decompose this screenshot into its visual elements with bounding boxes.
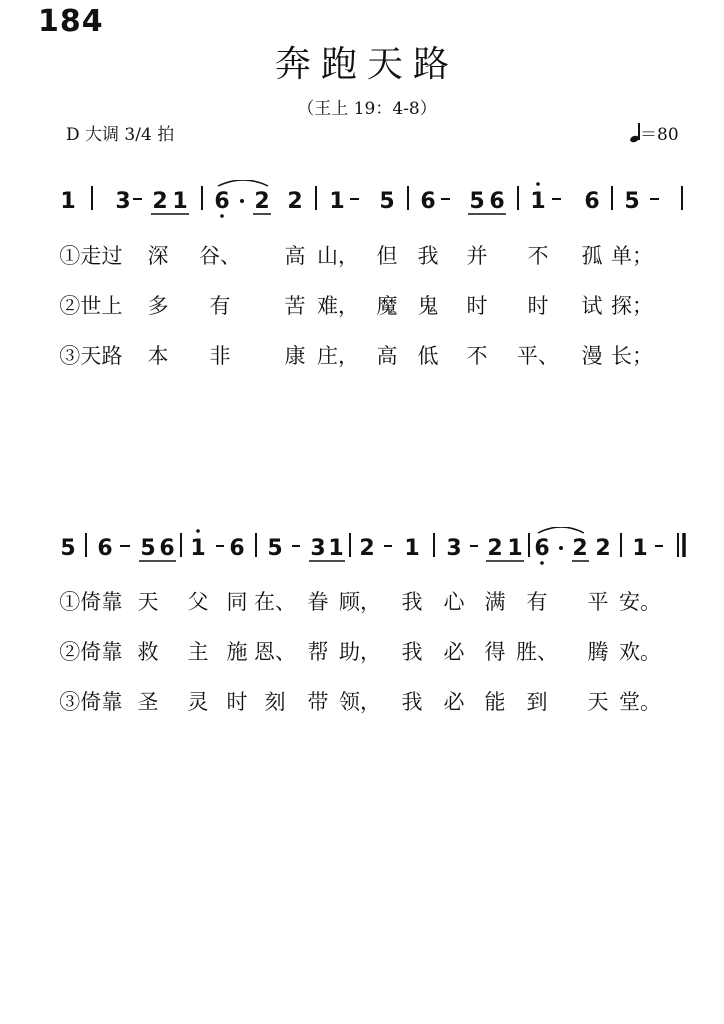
lyric-char: 山， [317, 244, 359, 268]
lyric-char: 得 [484, 640, 506, 664]
lyric-char: 同 [226, 590, 248, 614]
lyric-char: 父 [187, 590, 209, 614]
lyric-char: 庄， [317, 344, 359, 368]
notation-line-2 [0, 527, 724, 567]
svg-text:1: 1 [530, 189, 546, 214]
lyric-char: 有 [209, 294, 231, 318]
lyric-char: 难， [317, 294, 359, 318]
lyric-char: 施 [226, 640, 248, 664]
lyric-char: ①走 [59, 244, 102, 268]
lyric-char: 我 [401, 640, 423, 664]
svg-text:5: 5 [624, 189, 640, 214]
lyric-char: 长； [611, 344, 653, 368]
lyric-char: 非 [209, 344, 231, 368]
lyric-char: 胜、 [516, 640, 558, 664]
lyric-char: 靠 [101, 640, 123, 664]
lyric-char: 恩、 [254, 640, 296, 664]
lyric-char: 圣 [137, 690, 159, 714]
lyric-char: 时 [527, 294, 549, 318]
svg-text:1: 1 [404, 536, 420, 561]
lyric-char: 孤 [581, 244, 603, 268]
lyric-char: 时 [466, 294, 488, 318]
lyric-char: 不 [527, 244, 549, 268]
svg-text:6: 6 [534, 536, 550, 561]
lyric-char: 救 [137, 640, 159, 664]
tempo-marking [630, 120, 679, 145]
svg-text:2: 2 [254, 189, 270, 214]
lyric-char: 安。 [619, 590, 661, 614]
lyric-char: ③倚 [59, 690, 102, 714]
svg-text:6: 6 [97, 536, 113, 561]
hymn-title: 奔跑天路 [274, 44, 459, 85]
lyric-char: 试 [581, 294, 603, 318]
svg-text:1: 1 [329, 189, 345, 214]
lyric-char: 我 [417, 244, 439, 268]
lyric-char: 腾 [587, 640, 609, 664]
lyric-char: 灵 [187, 690, 209, 714]
svg-text:2: 2 [152, 189, 168, 214]
svg-text:1: 1 [172, 189, 188, 214]
lyric-char: 上 [101, 294, 123, 318]
lyric-char: 不 [466, 344, 488, 368]
lyric-char: 满 [484, 590, 506, 614]
lyric-char: 刻 [264, 690, 286, 714]
lyric-char: 在、 [254, 590, 296, 614]
svg-text:5: 5 [140, 536, 156, 561]
svg-text:1: 1 [507, 536, 523, 561]
lyric-char: 深 [147, 244, 169, 268]
svg-text:6: 6 [420, 189, 436, 214]
lyric-char: ①倚 [59, 590, 102, 614]
lyric-char: 高 [284, 244, 306, 268]
lyric-char: 欢。 [619, 640, 661, 664]
svg-text:2: 2 [287, 189, 303, 214]
svg-text:6: 6 [159, 536, 175, 561]
lyric-char: 过 [101, 244, 123, 268]
notation-line-2-marks [86, 527, 684, 561]
svg-text:5: 5 [469, 189, 485, 214]
lyric-char: 多 [147, 294, 169, 318]
lyric-char: 本 [147, 344, 169, 368]
notation-line-1 [0, 180, 724, 220]
lyric-char: 天 [587, 690, 609, 714]
lyric-char: 必 [443, 640, 465, 664]
tempo-value: ＝80 [640, 125, 679, 145]
lyric-char: 探； [611, 294, 653, 318]
lyric-char: 心 [443, 590, 465, 614]
svg-text:1: 1 [328, 536, 344, 561]
lyric-char: ②倚 [59, 640, 102, 664]
svg-text:3: 3 [115, 189, 131, 214]
lyric-char: 到 [526, 690, 548, 714]
svg-text:1: 1 [632, 536, 648, 561]
lyric-char: 路 [101, 344, 123, 368]
svg-text:6: 6 [584, 189, 600, 214]
lyric-char: 帮 [307, 640, 329, 664]
svg-text:2: 2 [595, 536, 611, 561]
svg-text:3: 3 [310, 536, 326, 561]
svg-text:1: 1 [190, 536, 206, 561]
svg-text:2: 2 [359, 536, 375, 561]
lyric-char: 鬼 [417, 294, 439, 318]
svg-text:2: 2 [487, 536, 503, 561]
lyric-char: 顾， [339, 590, 381, 614]
lyric-char: 时 [226, 690, 248, 714]
lyric-char: 苦 [284, 294, 306, 318]
lyric-char: 带 [307, 690, 329, 714]
lyric-char: 靠 [101, 690, 123, 714]
lyric-char: 眷 [307, 590, 329, 614]
svg-text:5: 5 [60, 536, 76, 561]
lyric-char: 平 [587, 590, 609, 614]
scripture-reference: （王上 19：4-8） [297, 99, 437, 119]
svg-text:6: 6 [229, 536, 245, 561]
svg-text:5: 5 [379, 189, 395, 214]
key-and-time-signature: D 大调 3/4 拍 [66, 125, 175, 145]
quarter-note-icon [630, 123, 640, 143]
lyric-char: 康 [284, 344, 306, 368]
hymn-number: 184 [38, 4, 104, 39]
svg-text:2: 2 [572, 536, 588, 561]
lyric-char: 能 [484, 690, 506, 714]
lyric-char: 魔 [376, 294, 398, 318]
lyric-char: 单； [611, 244, 653, 268]
lyric-char: 靠 [101, 590, 123, 614]
lyric-char: 天 [137, 590, 159, 614]
lyric-char: 我 [401, 590, 423, 614]
svg-text:6: 6 [489, 189, 505, 214]
svg-text:5: 5 [267, 536, 283, 561]
lyric-char: ③天 [59, 344, 102, 368]
lyric-char: 平、 [517, 344, 559, 368]
lyric-char: 必 [443, 690, 465, 714]
lyric-char: 高 [376, 344, 398, 368]
svg-text:3: 3 [446, 536, 462, 561]
lyric-char: 我 [401, 690, 423, 714]
lyric-char: 但 [376, 244, 398, 268]
lyric-char: 有 [526, 590, 548, 614]
lyric-char: 谷、 [199, 244, 241, 268]
lyric-char: ②世 [59, 294, 102, 318]
svg-text:6: 6 [214, 189, 230, 214]
svg-text:1: 1 [60, 189, 76, 214]
notation-line-1-notes [60, 189, 639, 214]
lyric-char: 并 [466, 244, 488, 268]
lyric-char: 低 [417, 344, 439, 368]
lyric-char: 堂。 [619, 690, 661, 714]
lyric-char: 主 [187, 640, 209, 664]
lyric-char: 领， [339, 690, 381, 714]
lyric-char: 漫 [581, 344, 603, 368]
lyric-char: 助， [339, 640, 381, 664]
